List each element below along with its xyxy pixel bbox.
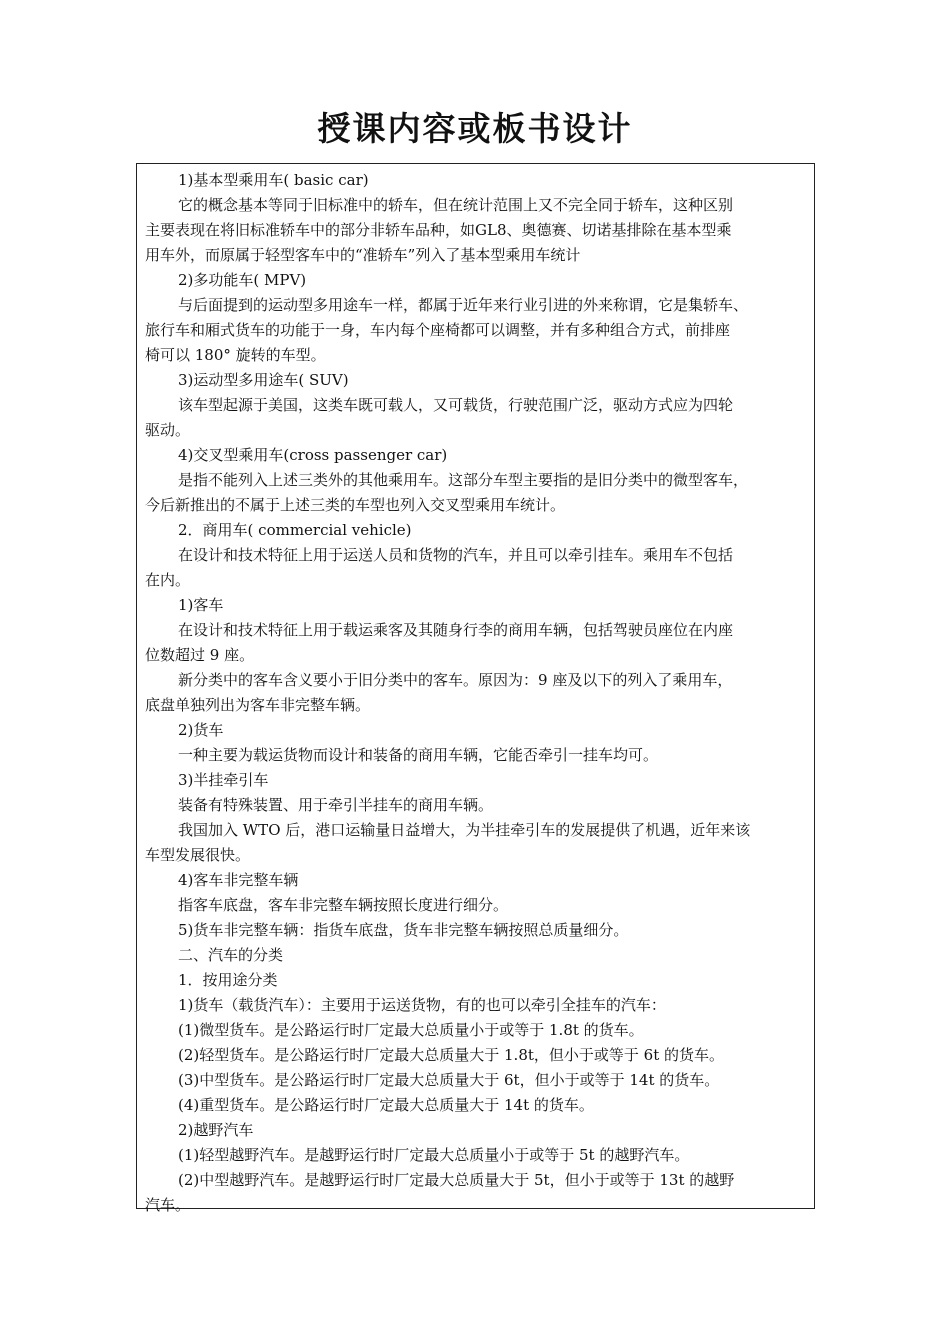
- text-body: [145, 168, 799, 1218]
- text-line: 位数超过 9 座。: [145, 646, 255, 664]
- text-line: 1．按用途分类: [178, 971, 278, 989]
- text-line: 椅可以 180° 旋转的车型。: [145, 346, 326, 364]
- text-line: 2)货车: [178, 721, 224, 739]
- text-line: (2)中型越野汽车。是越野运行时厂定最大总质量大于 5t，但小于或等于 13t 的越野: [178, 1171, 735, 1189]
- text-line: 新分类中的客车含义要小于旧分类中的客车。原因为：9 座及以下的列入了乘用车，: [178, 671, 733, 689]
- text-line: 主要表现在将旧标准轿车中的部分非轿车品种，如GL8、奥德赛、切诺基排除在基本型乘: [145, 221, 732, 239]
- text-line: 2)越野汽车: [178, 1121, 254, 1139]
- page-title: 授课内容或板书设计: [317, 109, 633, 148]
- text-line: 二、汽车的分类: [178, 946, 284, 964]
- text-line: 今后新推出的不属于上述三类的车型也列入交叉型乘用车统计。: [145, 496, 566, 514]
- text-line: 该车型起源于美国，这类车既可载人，又可载货，行驶范围广泛，驱动方式应为四轮: [178, 396, 734, 414]
- text-line: 与后面提到的运动型多用途车一样，都属于近年来行业引进的外来称谓，它是集轿车、: [178, 296, 749, 314]
- text-line: (1)微型货车。是公路运行时厂定最大总质量小于或等于 1.8t 的货车。: [178, 1021, 644, 1039]
- text-line: 4)交叉型乘用车(cross passenger car): [178, 446, 448, 464]
- text-line: 在设计和技术特征上用于载运乘客及其随身行李的商用车辆，包括驾驶员座位在内座: [178, 621, 734, 639]
- text-line: (3)中型货车。是公路运行时厂定最大总质量大于 6t，但小于或等于 14t 的货车。: [178, 1071, 720, 1089]
- text-line: 它的概念基本等同于旧标准中的轿车，但在统计范围上又不完全同于轿车，这种区别: [178, 196, 734, 214]
- text-line: (4)重型货车。是公路运行时厂定最大总质量大于 14t 的货车。: [178, 1096, 594, 1114]
- text-line: 1)货车（载货汽车）：主要用于运送货物，有的也可以牵引全挂车的汽车：: [178, 996, 666, 1014]
- text-line: 用车外，而原属于轻型客车中的“准轿车”列入了基本型乘用车统计: [145, 246, 581, 264]
- text-line: 在设计和技术特征上用于运送人员和货物的汽车，并且可以牵引挂车。乘用车不包括: [178, 546, 734, 564]
- text-line: 底盘单独列出为客车非完整车辆。: [145, 696, 371, 714]
- text-line: 在内。: [145, 571, 191, 589]
- text-line: (2)轻型货车。是公路运行时厂定最大总质量大于 1.8t，但小于或等于 6t 的货车。: [178, 1046, 725, 1064]
- text-line: 是指不能列入上述三类外的其他乘用车。这部分车型主要指的是旧分类中的微型客车，: [178, 471, 749, 489]
- text-line: 2．商用车( commercial vehicle): [178, 521, 412, 539]
- text-line: 5)货车非完整车辆：指货车底盘，货车非完整车辆按照总质量细分。: [178, 921, 629, 939]
- text-line: 1)客车: [178, 596, 224, 614]
- text-line: 旅行车和厢式货车的功能于一身，车内每个座椅都可以调整，并有多种组合方式，前排座: [145, 321, 731, 339]
- text-line: 我国加入 WTO 后，港口运输量日益增大，为半挂牵引车的发展提供了机遇，近年来该: [178, 821, 751, 839]
- text-line: 2)多功能车( MPV): [178, 271, 307, 289]
- text-line: 指客车底盘，客车非完整车辆按照长度进行细分。: [178, 896, 509, 914]
- text-line: 3)运动型多用途车( SUV): [178, 371, 349, 389]
- text-line: 车型发展很快。: [145, 846, 251, 864]
- text-line: 装备有特殊装置、用于牵引半挂车的商用车辆。: [178, 796, 494, 814]
- content-box: [136, 163, 815, 1214]
- text-line: 一种主要为载运货物而设计和装备的商用车辆，它能否牵引一挂车均可。: [178, 746, 659, 764]
- text-line: 汽车。: [145, 1196, 191, 1214]
- text-line: 3)半挂牵引车: [178, 771, 269, 789]
- text-line: 4)客车非完整车辆: [178, 871, 299, 889]
- text-line: 驱动。: [145, 421, 191, 439]
- text-line: (1)轻型越野汽车。是越野运行时厂定最大总质量小于或等于 5t 的越野汽车。: [178, 1146, 690, 1164]
- text-line: 1)基本型乘用车( basic car): [178, 171, 369, 189]
